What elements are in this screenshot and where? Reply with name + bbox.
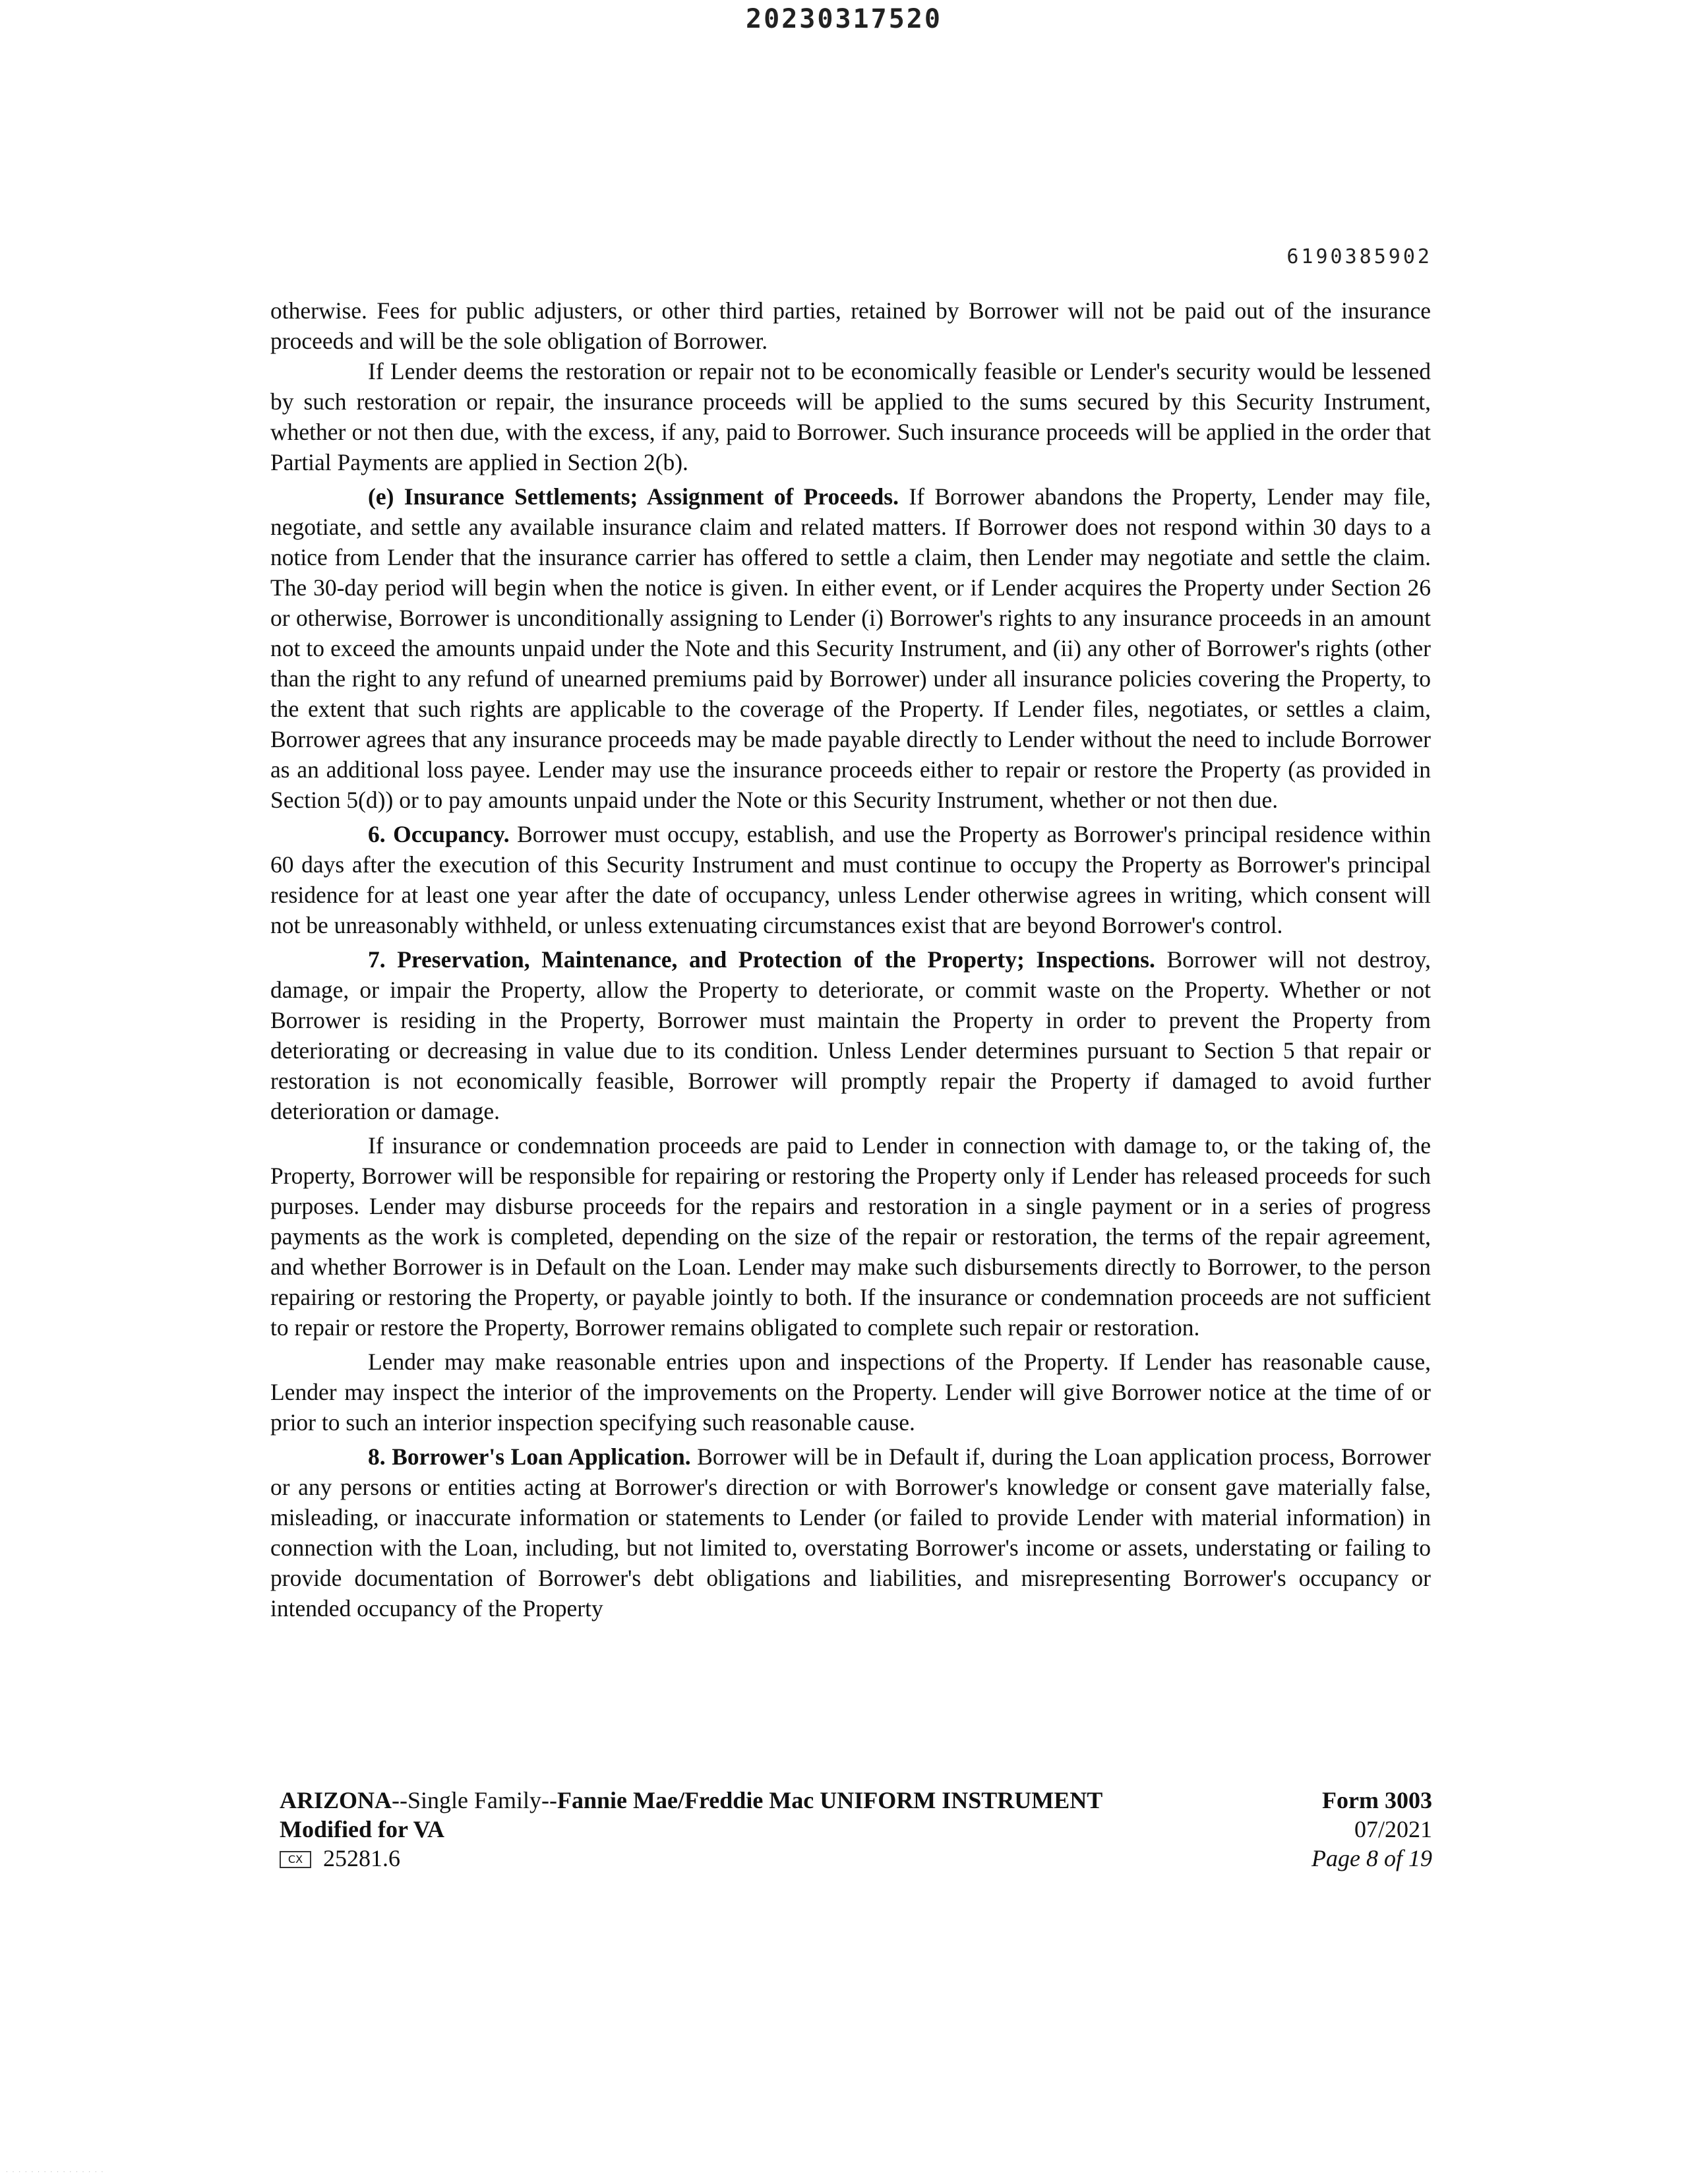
footer-form-info xyxy=(1311,1786,1432,1873)
footer-property-type: Single Family xyxy=(407,1787,542,1813)
scan-mark: · · · · · · · · · · · · · · · · xyxy=(5,2169,104,2175)
footer-instrument: Fannie Mae/Freddie Mac UNIFORM INSTRUMENT xyxy=(557,1787,1103,1813)
paragraph-continuation: otherwise. Fees for public adjusters, or other third parties, retained by Borrower will not be paid out of the insurance proceeds and will be the sole obligation of Borrower. xyxy=(270,297,1431,354)
paragraph-text: Borrower will not destroy, damage, or impair the Property, allow the Property to deteriorate, or commit waste on the Property. Whether or not Borrower is residing in the Property, Borrower must maintain the Property in order to prevent the Property from deteriorating or decreasing in value due to its condition. Unless Lender determines pursuant to Section 5 that repair or restoration is not economically feasible, Borrower will promptly repair the Property if damaged to avoid further deterioration or damage. xyxy=(270,946,1431,1124)
section-heading-insurance-settlements: (e) Insurance Settlements; Assignment of Proceeds. xyxy=(368,483,899,510)
section-heading-loan-application: 8. Borrower's Loan Application. xyxy=(368,1443,691,1470)
paragraph-condemnation-proceeds: If insurance or condemnation proceeds are paid to Lender in connection with damage to, or the taking of, the Property, Borrower will be responsible for repairing or restoring the Property only if Lender has released proceeds for such purposes. Lender may disburse proceeds for the repairs and restoration in a single payment or in a series of progress payments as the work is completed, depending on the size of the repair or restoration, the terms of the repair agreement, and whether Borrower is in Default on the Loan. Lender may make such disbursements directly to Borrower, to the person repairing or restoring the Property, or payable jointly to both. If the insurance or condemnation proceeds are not sufficient to repair or restore the Property, Borrower remains obligated to complete such repair or restoration. xyxy=(270,1132,1431,1341)
footer-separator: -- xyxy=(392,1787,407,1813)
paragraph-text: If Borrower abandons the Property, Lender may file, negotiate, and settle any available insurance claim and related matters. If Borrower does not respond within 30 days to a notice from Lender that the insurance carrier has offered to settle a claim, then Lender may negotiate and settle the claim. The 30-day period will begin when the notice is given. In either event, or if Lender acquires the Property under Section 26 or otherwise, Borrower is unconditionally assigning to Lender (i) Borrower's rights to any insurance proceeds in an amount not to exceed the amounts unpaid under the Note and this Security Instrument, and (ii) any other of Borrower's rights (other than the right to any refund of unearned premiums paid by Borrower) under all insurance policies covering the Property, to the extent that such rights are applicable to the coverage of the Property. If Lender files, negotiates, or settles a claim, Borrower agrees that any insurance proceeds may be made payable directly to Lender without the need to include Borrower as an additional loss payee. Lender may use the insurance proceeds either to repair or restore the Property (as provided in Section 5(d)) or to pay amounts unpaid under the Note or this Security Instrument, whether or not then due. xyxy=(270,483,1431,813)
footer-state: ARIZONA xyxy=(280,1787,392,1813)
loan-number: 6190385902 xyxy=(1286,245,1432,268)
paragraph-text: Borrower will be in Default if, during the Loan application process, Borrower or any persons or entities acting at Borrower's direction or with Borrower's knowledge or consent gave materially false, misleading, or inaccurate information or statements to Lender (or failed to provide Lender with material information) in connection with the Loan, including, but not limited to, overstating Borrower's income or assets, understating or failing to provide documentation of Borrower's debt obligations and liabilities, and misrepresenting Borrower's occupancy or intended occupancy of the Property xyxy=(270,1443,1431,1622)
section-heading-occupancy: 6. Occupancy. xyxy=(368,821,510,847)
paragraph-restoration-not-feasible: If Lender deems the restoration or repair not to be economically feasible or Lender's security would be lessened by such restoration or repair, the insurance proceeds will be applied to the sums secured by this Security Instrument, whether or not then due, with the excess, if any, paid to Borrower. Such insurance proceeds will be applied in the order that Partial Payments are applied in Section 2(b). xyxy=(270,358,1431,475)
footer-modified: Modified for VA xyxy=(280,1816,445,1842)
paragraph-loan-application xyxy=(270,1441,1431,1623)
paragraph-inspections: Lender may make reasonable entries upon and inspections of the Property. If Lender has reasonable cause, Lender may inspect the interior of the improvements on the Property. Lender will give Borrower notice at the time of or prior to such an interior inspection specifying such reasonable cause. xyxy=(270,1349,1431,1436)
paragraph-occupancy xyxy=(270,819,1431,940)
footer-form-number: Form 3003 xyxy=(1322,1787,1432,1813)
document-body xyxy=(270,295,1431,1623)
recording-number: 20230317520 xyxy=(746,4,942,34)
footer-form-title xyxy=(280,1786,1102,1873)
footer-separator: -- xyxy=(541,1787,557,1813)
footer-doc-code: 25281.6 xyxy=(323,1845,400,1871)
cx-logo-icon: CX xyxy=(280,1851,311,1868)
paragraph-text: Borrower must occupy, establish, and use the Property as Borrower's principal residence within 60 days after the execution of this Security Instrument and must continue to occupy the Property as Borrower's principal residence for at least one year after the date of occupancy, unless Lender otherwise agrees in writing, which consent will not be unreasonably withheld, or unless extenuating circumstances exist that are beyond Borrower's control. xyxy=(270,821,1431,938)
footer-page-number: Page 8 of 19 xyxy=(1311,1845,1432,1871)
footer-line-1 xyxy=(280,1786,1102,1815)
footer-doc-code-line xyxy=(280,1844,1102,1873)
section-heading-preservation: 7. Preservation, Maintenance, and Protection of the Property; Inspections. xyxy=(368,946,1155,973)
footer-form-date: 07/2021 xyxy=(1354,1816,1432,1842)
paragraph-preservation xyxy=(270,944,1431,1126)
paragraph-insurance-settlements xyxy=(270,481,1431,815)
